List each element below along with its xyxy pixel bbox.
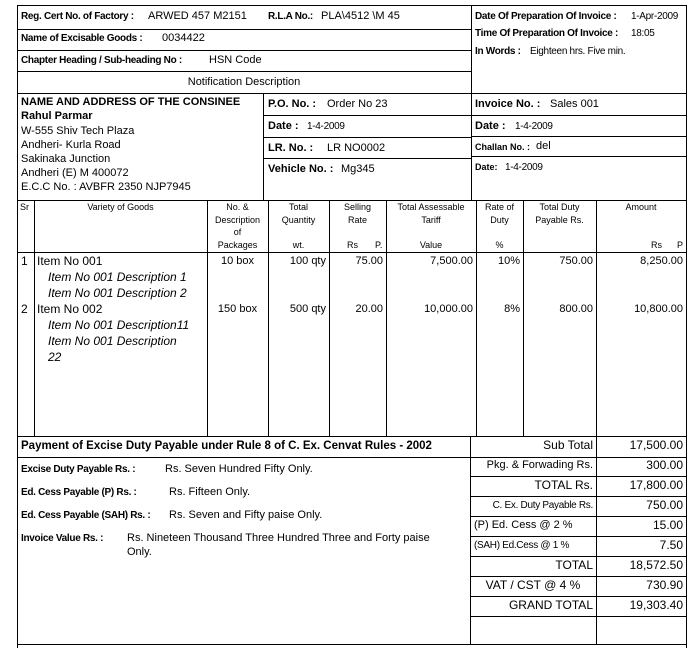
in-words-label: In Words : xyxy=(475,46,521,57)
rla-value: PLA\4512 \M 45 xyxy=(321,10,400,22)
notification-description: Notification Description xyxy=(187,76,301,88)
col-tariff-unit: Value xyxy=(419,240,443,250)
excise-label: Excise Duty Payable Rs. : xyxy=(21,464,136,475)
item-quantity: 500 qty xyxy=(289,303,326,315)
prep-time-label: Time Of Preparation Of Invoice : xyxy=(475,28,619,39)
consignee-address-line: Sakinaka Junction xyxy=(21,153,111,165)
ed-cess-sah-label: (SAH) Ed.Cess @ 1 % xyxy=(474,540,570,551)
chapter-value: HSN Code xyxy=(209,54,262,66)
col-amount: Amount xyxy=(625,202,657,212)
col-packages: No. & Description of Packages xyxy=(214,202,261,250)
vehicle-label: Vehicle No. : xyxy=(268,163,334,175)
ed-cess-p-value: 15.00 xyxy=(652,518,683,532)
col-sr: Sr xyxy=(20,202,29,212)
item-duty-rate: 8% xyxy=(504,303,520,315)
rla-label: R.L.A No.: xyxy=(268,11,313,22)
item-description: 22 xyxy=(48,350,62,364)
in-words-value: Eighteen hrs. Five min. xyxy=(530,46,626,57)
col-rate-rs: Rs xyxy=(347,240,358,250)
cess-p-words: Rs. Fifteen Only. xyxy=(169,486,251,498)
item-description: Item No 001 Description11 xyxy=(48,318,190,332)
po-label: P.O. No. : xyxy=(268,98,317,110)
item-name: Item No 002 xyxy=(37,302,103,316)
po-value: Order No 23 xyxy=(327,98,388,110)
item-amount: 8,250.00 xyxy=(640,255,683,267)
invoice-date-value: 1-4-2009 xyxy=(515,121,553,132)
prep-date-value: 1-Apr-2009 xyxy=(631,11,679,22)
total-value: 18,572.50 xyxy=(629,558,683,572)
col-rate: Selling Rate xyxy=(343,202,372,225)
challan-date-value: 1-4-2009 xyxy=(505,162,543,173)
subtotal-value: 17,500.00 xyxy=(629,438,683,452)
consignee-heading: NAME AND ADDRESS OF THE CONSINEE xyxy=(21,96,241,108)
challan-value: del xyxy=(536,140,551,152)
item-duty-rate: 10% xyxy=(497,255,520,267)
item-description: Item No 001 Description 1 xyxy=(48,270,187,284)
reg-cert-value: ARWED 457 M2151 xyxy=(148,10,247,22)
challan-date-label: Date: xyxy=(475,162,498,172)
grand-total-value: 19,303.40 xyxy=(629,598,683,612)
col-amount-p: P xyxy=(677,240,684,250)
item-description: Item No 001 Description 2 xyxy=(48,286,187,300)
item-packages: 150 box xyxy=(217,303,258,315)
vehicle-value: Mg345 xyxy=(341,163,375,175)
cess-sah-words: Rs. Seven and Fifty paise Only. xyxy=(169,509,323,521)
item-duty-payable: 750.00 xyxy=(559,255,593,267)
item-description: Item No 001 Description xyxy=(48,334,177,348)
consignee-address-line: Andheri- Kurla Road xyxy=(21,139,121,151)
item-tariff: 7,500.00 xyxy=(430,255,473,267)
col-quantity: Total Quantity xyxy=(281,202,316,225)
prep-time-value: 18:05 xyxy=(631,28,655,39)
col-rate-p: P. xyxy=(375,240,383,250)
goods-value: 0034422 xyxy=(162,32,205,44)
col-quantity-unit: wt. xyxy=(292,240,305,250)
item-packages: 10 box xyxy=(220,255,255,267)
item-duty-payable: 800.00 xyxy=(559,303,593,315)
col-tariff: Total Assessable Tariff xyxy=(397,202,465,225)
forwarding-value: 300.00 xyxy=(646,458,683,472)
item-name: Item No 001 xyxy=(37,254,103,268)
grand-total-label: GRAND TOTAL xyxy=(508,598,593,612)
total-label: TOTAL xyxy=(555,558,593,572)
col-duty-payable: Total Duty Payable Rs. xyxy=(535,202,584,225)
challan-label: Challan No. : xyxy=(475,142,531,152)
invoice-value-words-cont: Only. xyxy=(127,546,152,558)
excise-words: Rs. Seven Hundred Fifty Only. xyxy=(165,463,313,475)
chapter-label: Chapter Heading / Sub-heading No : xyxy=(21,55,182,66)
col-goods: Variety of Goods xyxy=(87,202,154,212)
ed-cess-sah-value: 7.50 xyxy=(659,538,683,552)
consignee-ecc: E.C.C No. : AVBFR 2350 NJP7945 xyxy=(21,181,191,193)
invoice-no-label: Invoice No. : xyxy=(475,98,541,110)
invoice-no-value: Sales 001 xyxy=(550,98,599,110)
invoice-value-words: Rs. Nineteen Thousand Three Hundred Three and Forty paise xyxy=(127,532,430,544)
consignee-address-line: W-555 Shiv Tech Plaza xyxy=(21,125,135,137)
vat-label: VAT / CST @ 4 % xyxy=(485,578,581,592)
excise-duty-value: 750.00 xyxy=(646,498,683,512)
invoice-value-label: Invoice Value Rs. : xyxy=(21,533,104,544)
prep-date-label: Date Of Preparation Of Invoice : xyxy=(475,11,617,22)
item-sr: 2 xyxy=(21,302,28,316)
item-amount: 10,800.00 xyxy=(634,303,683,315)
item-rate: 75.00 xyxy=(355,255,383,267)
col-amount-rs: Rs xyxy=(651,240,662,250)
lr-label: LR. No. : xyxy=(268,142,314,154)
consignee-address-line: Andheri (E) M 400072 xyxy=(21,167,129,179)
goods-label: Name of Excisable Goods : xyxy=(21,33,143,44)
order-date-label: Date : xyxy=(268,120,299,132)
cess-sah-label: Ed. Cess Payable (SAH) Rs. : xyxy=(21,510,151,521)
total-rs-value: 17,800.00 xyxy=(629,478,683,492)
item-sr: 1 xyxy=(21,254,28,268)
total-rs-label: TOTAL Rs. xyxy=(534,478,593,492)
col-duty-rate: Rate of Duty xyxy=(484,202,515,225)
excise-duty-label: C. Ex. Duty Payable Rs. xyxy=(492,500,593,511)
item-rate: 20.00 xyxy=(355,303,383,315)
item-quantity: 100 qty xyxy=(289,255,326,267)
payment-heading: Payment of Excise Duty Payable under Rule 8 of C. Ex. Cenvat Rules - 2002 xyxy=(21,440,432,452)
order-date-value: 1-4-2009 xyxy=(307,121,345,132)
col-duty-rate-unit: % xyxy=(495,240,504,250)
consignee-name: Rahul Parmar xyxy=(21,110,93,122)
forwarding-label: Pkg. & Forwading Rs. xyxy=(486,459,593,471)
cess-p-label: Ed. Cess Payable (P) Rs. : xyxy=(21,487,137,498)
vat-value: 730.90 xyxy=(646,578,683,592)
invoice-date-label: Date : xyxy=(475,120,506,132)
lr-value: LR NO0002 xyxy=(327,142,386,154)
reg-cert-label: Reg. Cert No. of Factory : xyxy=(21,11,134,22)
subtotal-label: Sub Total xyxy=(543,438,593,452)
item-tariff: 10,000.00 xyxy=(424,303,473,315)
ed-cess-p-label: (P) Ed. Cess @ 2 % xyxy=(474,519,573,531)
